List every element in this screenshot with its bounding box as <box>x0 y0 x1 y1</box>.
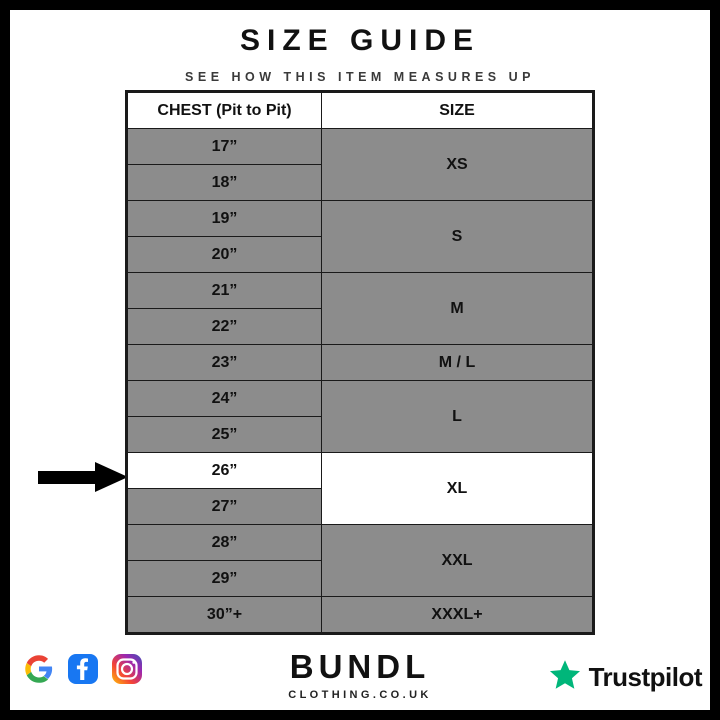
table-header-row <box>127 92 594 129</box>
table-row-selected[interactable] <box>127 453 594 489</box>
trustpilot-label: Trustpilot <box>588 662 702 692</box>
page-subtitle: SEE HOW THIS ITEM MEASURES UP <box>185 70 535 84</box>
size-cell: XXL <box>322 525 594 597</box>
size-guide-card <box>10 10 710 710</box>
table-row[interactable] <box>127 345 594 381</box>
column-header-chest: CHEST (Pit to Pit) <box>127 92 322 129</box>
chest-cell: 28” <box>127 525 322 561</box>
chest-cell: 22” <box>127 309 322 345</box>
chest-cell: 29” <box>127 561 322 597</box>
size-cell: L <box>322 381 594 453</box>
size-cell: S <box>322 201 594 273</box>
size-cell: M <box>322 273 594 345</box>
chest-cell: 19” <box>127 201 322 237</box>
chest-cell: 24” <box>127 381 322 417</box>
size-table-container <box>125 90 595 635</box>
table-row[interactable] <box>127 129 594 165</box>
chest-cell: 21” <box>127 273 322 309</box>
chest-cell: 25” <box>127 417 322 453</box>
trustpilot-star-icon <box>548 658 582 697</box>
table-row[interactable] <box>127 201 594 237</box>
size-cell: M / L <box>322 345 594 381</box>
size-cell: XL <box>322 453 594 525</box>
size-cell: XS <box>322 129 594 201</box>
size-cell: XXXL+ <box>322 597 594 634</box>
chest-cell: 20” <box>127 237 322 273</box>
table-row[interactable] <box>127 597 594 634</box>
footer <box>10 638 710 710</box>
chest-cell: 26” <box>127 453 322 489</box>
selected-row-arrow-icon <box>38 462 128 492</box>
trustpilot-badge[interactable] <box>548 658 702 697</box>
brand-url: CLOTHING.CO.UK <box>288 689 432 701</box>
size-table <box>125 90 595 635</box>
chest-cell: 17” <box>127 129 322 165</box>
column-header-size: SIZE <box>322 92 594 129</box>
table-row[interactable] <box>127 525 594 561</box>
table-row[interactable] <box>127 381 594 417</box>
chest-cell: 30”+ <box>127 597 322 634</box>
table-row[interactable] <box>127 273 594 309</box>
brand-name: BUNDL <box>289 648 431 685</box>
page-title: SIZE GUIDE <box>239 24 481 57</box>
chest-cell: 27” <box>127 489 322 525</box>
chest-cell: 18” <box>127 165 322 201</box>
chest-cell: 23” <box>127 345 322 381</box>
